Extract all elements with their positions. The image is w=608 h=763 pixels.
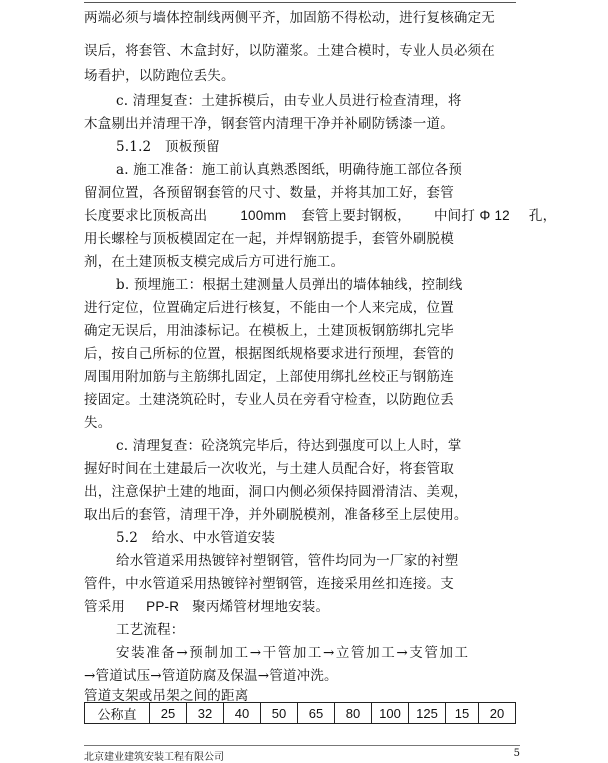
table-cell: 100 [372, 703, 409, 724]
text-line: 握好时间在土建最后一次收光，与土建人员配合好，将套管取 [84, 461, 454, 477]
text-line: 周围用附加筋与主筋绑扎固定，上部使用绑扎丝校正与钢筋连 [84, 369, 454, 385]
text-line: 接固定。土建浇筑砼时，专业人员在旁看守检查，以防跑位丢 [84, 392, 454, 408]
text-line: c. 清理复查：砼浇筑完毕后，待达到强度可以上人时，掌 [116, 438, 462, 454]
text-line: 木盒剔出并清理干净，钢套管内清理干净并补刷防锈漆一道。 [84, 116, 454, 132]
table-row [85, 703, 516, 724]
text-line: 确定无误后，用油漆标记。在模板上，土建顶板钢筋绑扎完毕 [84, 323, 454, 339]
text-line: 工艺流程： [116, 622, 185, 638]
table-cell: 65 [298, 703, 335, 724]
table-cell: 125 [409, 703, 446, 724]
text-line: 误后，将套管、木盒封好，以防灌浆。土建合模时，专业人员必须在 [84, 43, 495, 59]
process-flow: 安装准备→预制加工→干管加工→立管加工→支管加工 [116, 645, 470, 661]
text-line: 失。 [84, 415, 112, 431]
table-cell: 20 [479, 703, 516, 724]
text-line: 后，按自己所标的位置，根据图纸规格要求进行预埋，套管的 [84, 346, 454, 362]
text-run: 套管上要封钢板， [301, 208, 411, 224]
text-run: 长度要求比顶板高出 [84, 208, 208, 224]
text-line: a. 施工准备：施工前认真熟悉图纸，明确待施工部位各预 [116, 162, 463, 178]
footer-company: 北京建业建筑安装工程有限公司 [84, 752, 224, 763]
pipe-support-spacing-table [84, 702, 516, 724]
table-cell: 80 [335, 703, 372, 724]
table-header-cell: 公称直 [85, 703, 150, 724]
header-rule [84, 2, 516, 3]
text-line: 两端必须与墙体控制线两侧平齐，加固筋不得松动，进行复核确定无 [84, 10, 495, 26]
page-footer [84, 745, 520, 763]
text-line: 进行定位，位置确定后进行核复，不能由一个人来完成，位置 [84, 300, 454, 316]
text-line [84, 599, 329, 615]
table-cell: 40 [224, 703, 261, 724]
text-line: 管件，中水管道采用热镀锌衬塑钢管，连接采用丝扣连接。支 [84, 576, 454, 592]
text-line: 场看护，以防跑位丢失。 [84, 68, 235, 84]
table-cell: 32 [187, 703, 224, 724]
text-line: 给水管道采用热镀锌衬塑钢管，管件均同为一厂家的衬塑 [116, 553, 459, 569]
text-run: 聚丙烯管材埋地安装。 [192, 599, 330, 615]
text-run: 中间打 [433, 208, 476, 224]
text-run: 孔， [528, 208, 557, 224]
page-number: 5 [513, 748, 520, 759]
text-line: b. 预埋施工：根据土建测量人员弹出的墙体轴线，控制线 [116, 277, 463, 293]
text-run: 100mm [240, 208, 287, 223]
section-heading: 5.1.2 顶板预留 [116, 139, 220, 155]
text-line: 出，注意保护土建的地面，洞口内侧必须保持圆滑清洁、美观， [84, 484, 468, 500]
text-line: c. 清理复查：土建拆模后，由专业人员进行检查清理，将 [116, 93, 462, 109]
text-run: 管采用 [84, 599, 126, 615]
text-line [84, 208, 556, 224]
text-line: 用长螺栓与顶板模固定在一起，并焊钢筋提手，套管外刷脱模 [84, 231, 454, 247]
text-line: 剂，在土建顶板支模完成后方可进行施工。 [84, 254, 345, 270]
table-caption: 管道支架或吊架之间的距离 [84, 688, 249, 704]
table-cell: 25 [150, 703, 187, 724]
section-heading: 5.2 给水、中水管道安装 [116, 530, 276, 546]
text-run: PP-R [146, 599, 180, 614]
text-run: Φ 12 [479, 208, 510, 223]
table-cell: 15 [446, 703, 479, 724]
table-cell: 50 [261, 703, 298, 724]
text-line: 取出后的套管，清理干净，并外刷脱模剂，准备移至上层使用。 [84, 507, 468, 523]
text-line: 留洞位置，各预留钢套管的尺寸、数量，并将其加工好，套管 [84, 185, 454, 201]
process-flow: →管道试压→管道防腐及保温→管道冲洗。 [84, 668, 338, 684]
